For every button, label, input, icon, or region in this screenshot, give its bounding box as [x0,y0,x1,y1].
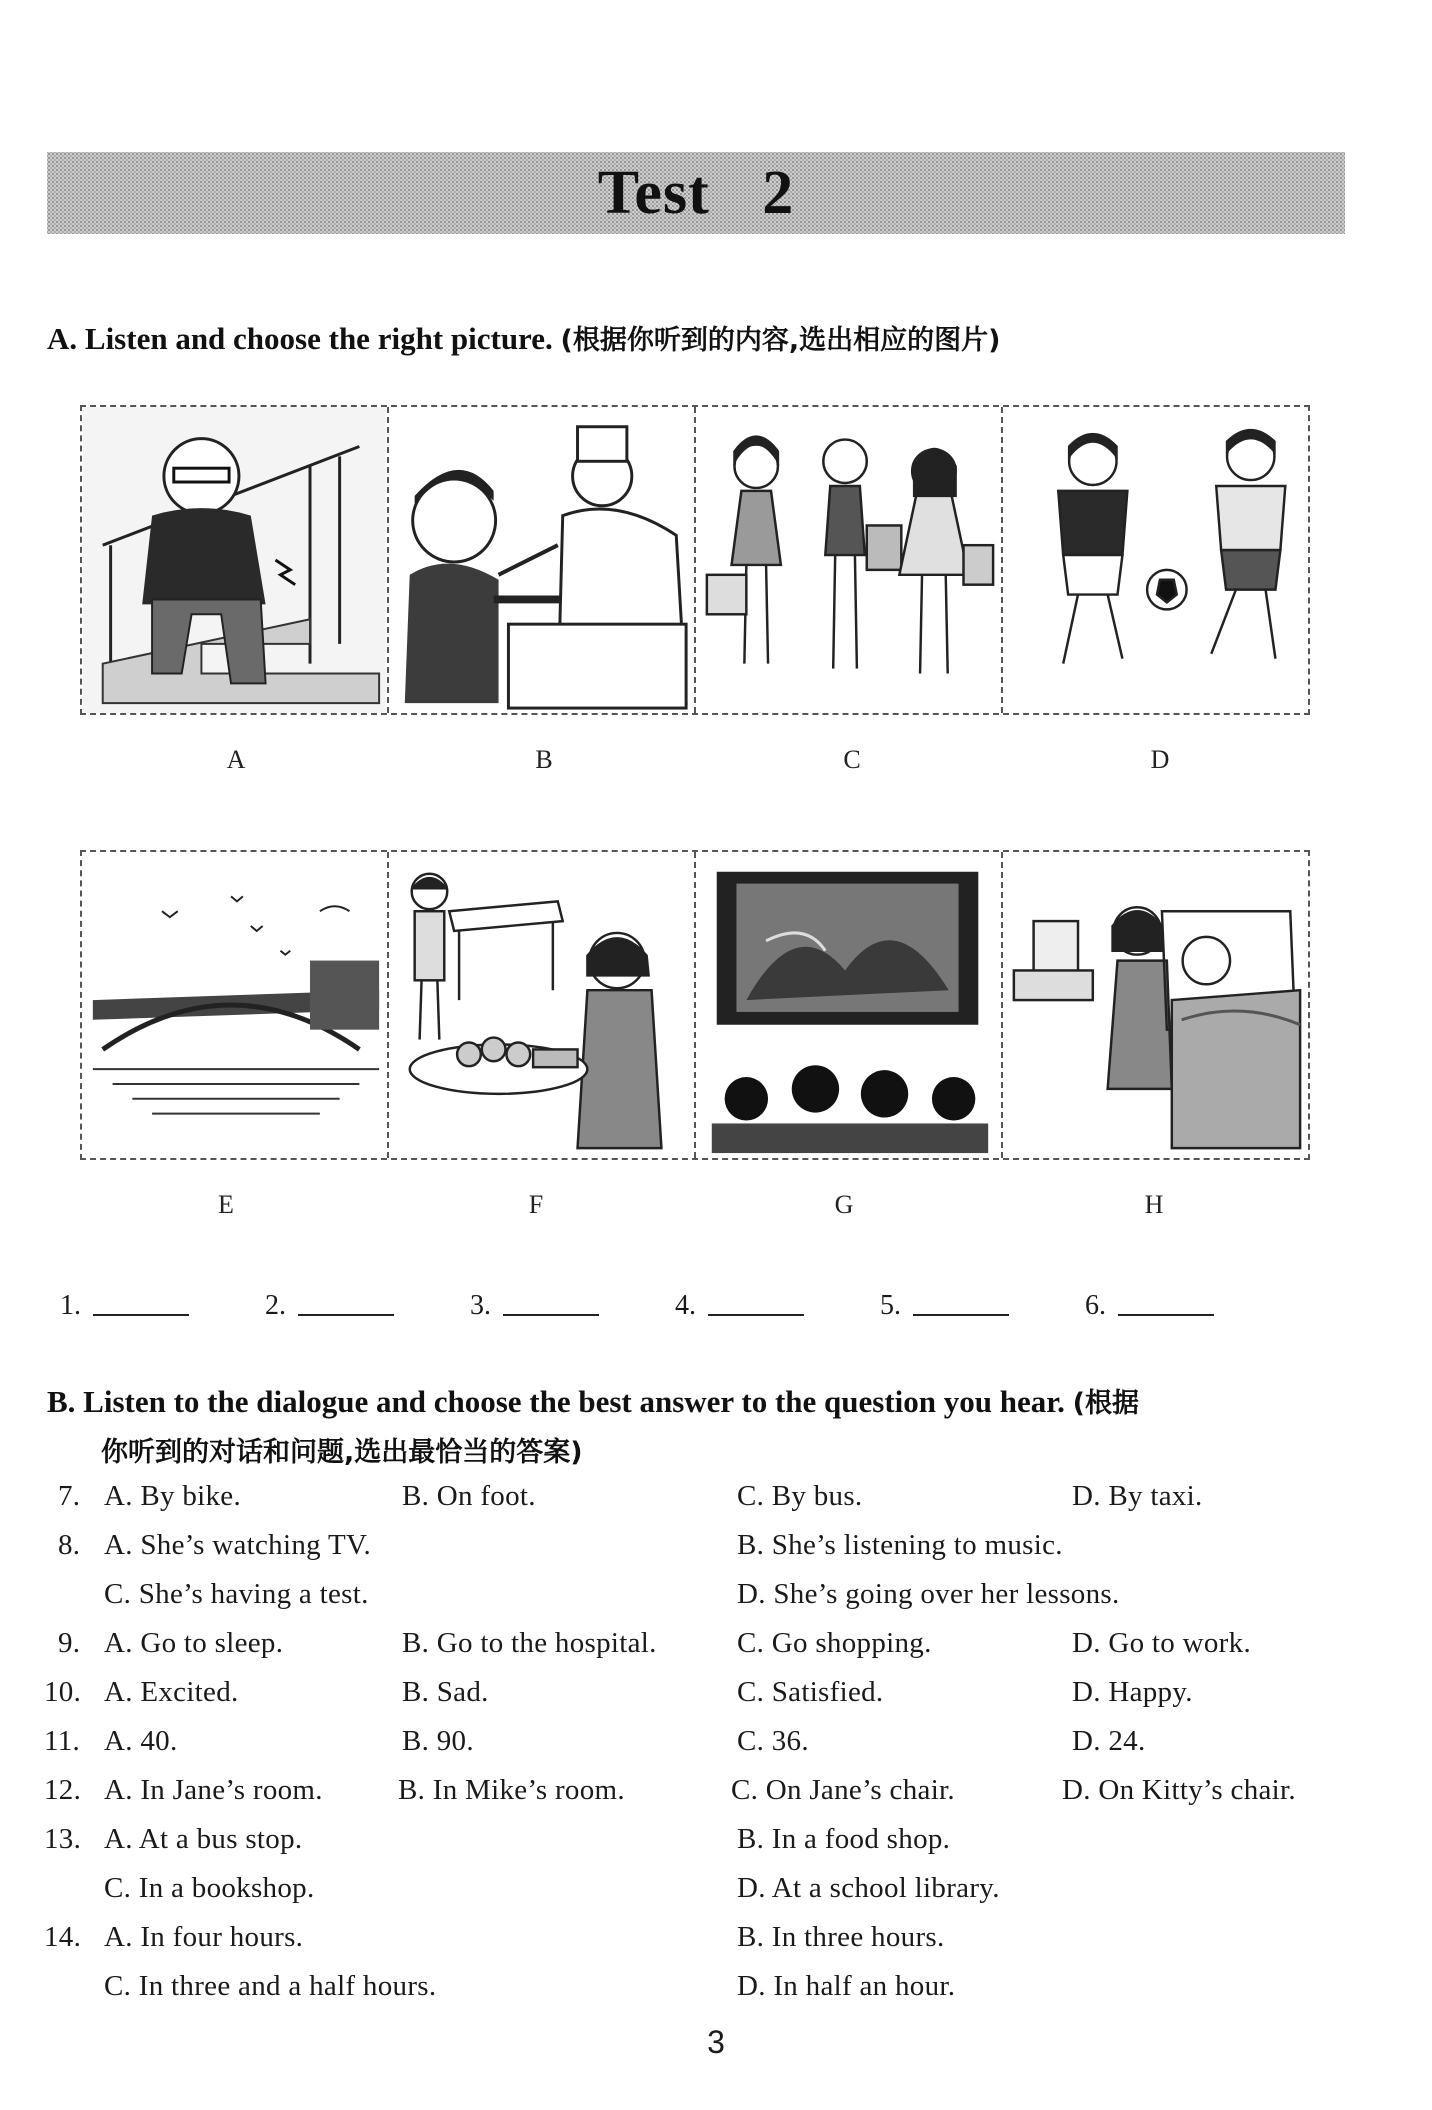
question-7-option-c[interactable]: C. By bus. [737,1480,863,1512]
blank-num: 5. [880,1290,901,1321]
question-8-option-d[interactable]: D. She’s going over her lessons. [737,1578,1120,1610]
question-14-option-c[interactable]: C. In three and a half hours. [104,1970,437,2002]
blank-line[interactable] [913,1314,1009,1316]
section-a-heading-text: A. Listen and choose the right picture. [47,321,553,356]
section-a-heading-cn: (根据你听到的内容,选出相应的图片) [560,325,1001,356]
section-b-heading-cn-1: (根据 [1072,1388,1140,1419]
blank-line[interactable] [503,1314,599,1316]
doctor-injection-icon [389,407,694,713]
blank-line[interactable] [93,1314,189,1316]
question-10-num: 10. [44,1676,82,1708]
question-8-option-c[interactable]: C. She’s having a test. [104,1578,369,1610]
question-7-num: 7. [58,1480,81,1512]
question-11-option-a[interactable]: A. 40. [104,1725,178,1757]
picture-label-d: D [1150,745,1170,774]
blank-line[interactable] [1118,1314,1214,1316]
question-9-option-a[interactable]: A. Go to sleep. [104,1627,284,1659]
page-number: 3 [707,2024,725,2060]
picture-label-a: A [226,745,246,774]
picture-d[interactable] [1003,407,1308,713]
section-b-heading [47,1381,1139,1420]
question-8-option-a[interactable]: A. She’s watching TV. [104,1529,372,1561]
question-9-num: 9. [58,1627,81,1659]
question-8-option-b[interactable]: B. She’s listening to music. [737,1529,1063,1561]
question-12-option-a[interactable]: A. In Jane’s room. [104,1774,323,1806]
title-banner [47,152,1345,234]
cinema-audience-icon [696,852,1001,1158]
question-14-option-a[interactable]: A. In four hours. [104,1921,304,1953]
section-a-heading [47,318,1000,357]
old-man-stairs-icon [82,407,387,713]
blank-line[interactable] [298,1314,394,1316]
blank-num: 3. [470,1290,491,1321]
blank-line[interactable] [708,1314,804,1316]
section-b-heading-line-2 [101,1430,583,1469]
picture-label-e: E [218,1190,234,1219]
picture-label-h: H [1144,1190,1164,1219]
picture-g[interactable] [696,852,1003,1158]
picture-label-f: F [528,1190,544,1219]
boys-football-icon [1003,407,1308,713]
question-12-num: 12. [44,1774,82,1806]
picture-label-b: B [535,745,553,774]
answer-blank-4[interactable] [675,1290,804,1322]
caring-grandparent-icon [1003,852,1308,1158]
question-13-option-d[interactable]: D. At a school library. [737,1872,1000,1904]
page-title: Test 2 [597,158,795,227]
answer-blank-6[interactable] [1085,1290,1214,1322]
picture-row-2 [80,850,1310,1160]
bridge-river-icon [82,852,387,1158]
question-12-option-b[interactable]: B. In Mike’s room. [398,1774,625,1806]
blank-num: 1. [60,1290,81,1321]
question-14-option-b[interactable]: B. In three hours. [737,1921,945,1953]
question-11-option-b[interactable]: B. 90. [402,1725,474,1757]
picture-e[interactable] [82,852,389,1158]
answer-blank-3[interactable] [470,1290,599,1322]
blank-num: 6. [1085,1290,1106,1321]
question-14-option-d[interactable]: D. In half an hour. [737,1970,956,2002]
question-9-option-d[interactable]: D. Go to work. [1072,1627,1251,1659]
kitchen-mother-child-icon [389,852,694,1158]
answer-blank-5[interactable] [880,1290,1009,1322]
question-11-num: 11. [44,1725,81,1757]
question-12-option-d[interactable]: D. On Kitty’s chair. [1062,1774,1296,1806]
question-13-num: 13. [44,1823,82,1855]
question-13-option-b[interactable]: B. In a food shop. [737,1823,951,1855]
question-7-option-d[interactable]: D. By taxi. [1072,1480,1203,1512]
question-10-option-d[interactable]: D. Happy. [1072,1676,1193,1708]
answer-blank-1[interactable] [60,1290,189,1322]
question-13-option-a[interactable]: A. At a bus stop. [104,1823,303,1855]
question-13-option-c[interactable]: C. In a bookshop. [104,1872,315,1904]
section-b-heading-text: B. Listen to the dialogue and choose the best answer to the question you hear. [47,1384,1065,1419]
section-b-heading-cn-2: 你听到的对话和问题,选出最恰当的答案) [101,1437,583,1468]
picture-label-g: G [834,1190,854,1219]
picture-label-c: C [843,745,861,774]
answer-blank-2[interactable] [265,1290,394,1322]
blank-num: 4. [675,1290,696,1321]
girls-shopping-icon [696,407,1001,713]
question-8-num: 8. [58,1529,81,1561]
question-10-option-b[interactable]: B. Sad. [402,1676,489,1708]
question-12-option-c[interactable]: C. On Jane’s chair. [731,1774,955,1806]
question-7-option-b[interactable]: B. On foot. [402,1480,536,1512]
question-14-num: 14. [44,1921,82,1953]
question-10-option-c[interactable]: C. Satisfied. [737,1676,884,1708]
picture-row-1 [80,405,1310,715]
picture-h[interactable] [1003,852,1308,1158]
question-11-option-c[interactable]: C. 36. [737,1725,809,1757]
picture-a[interactable] [82,407,389,713]
picture-b[interactable] [389,407,696,713]
question-10-option-a[interactable]: A. Excited. [104,1676,239,1708]
question-11-option-d[interactable]: D. 24. [1072,1725,1146,1757]
question-7-option-a[interactable]: A. By bike. [104,1480,242,1512]
picture-f[interactable] [389,852,696,1158]
question-9-option-b[interactable]: B. Go to the hospital. [402,1627,657,1659]
picture-c[interactable] [696,407,1003,713]
blank-num: 2. [265,1290,286,1321]
question-9-option-c[interactable]: C. Go shopping. [737,1627,932,1659]
